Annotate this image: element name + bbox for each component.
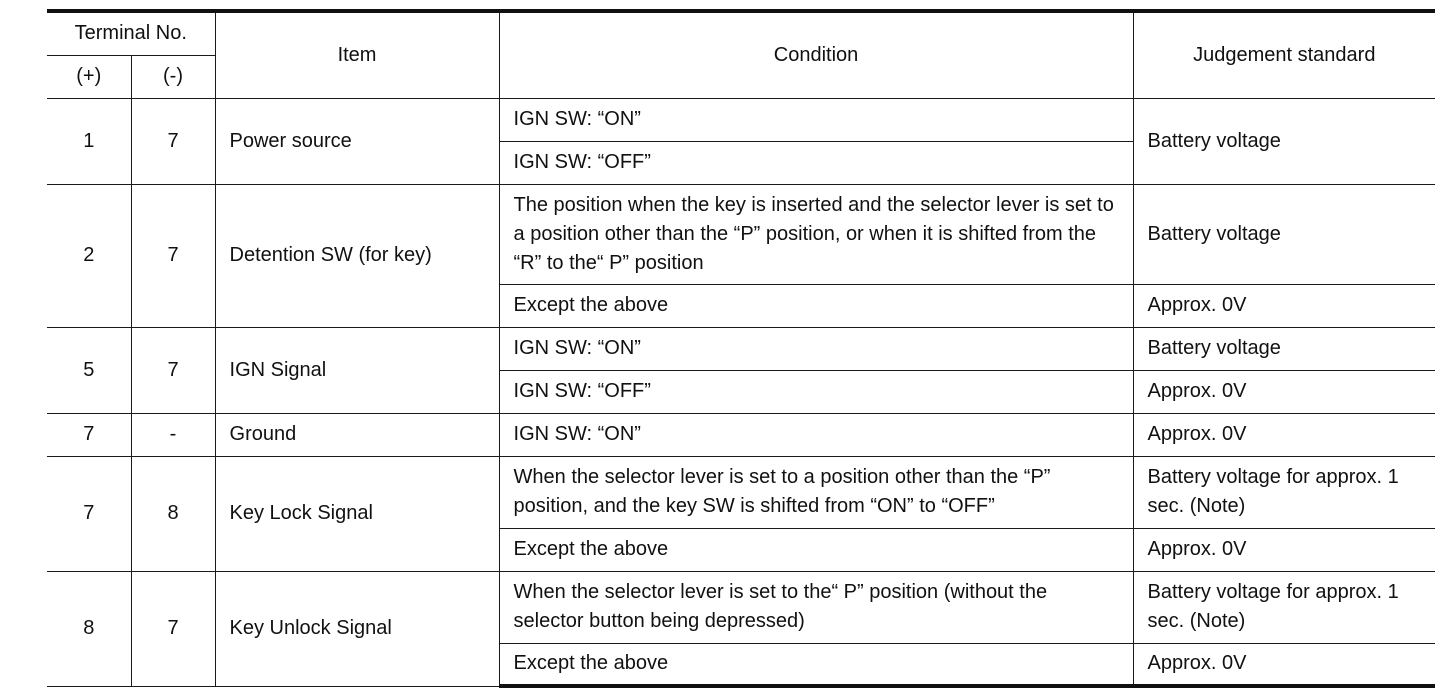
judgement-cell: Battery voltage <box>1133 327 1435 370</box>
condition-cell: IGN SW: “OFF” <box>499 141 1133 184</box>
judgement-cell: Approx. 0V <box>1133 643 1435 686</box>
condition-cell: Except the above <box>499 643 1133 686</box>
judgement-cell: Battery voltage <box>1133 98 1435 184</box>
judgement-cell: Approx. 0V <box>1133 413 1435 456</box>
judgement-cell: Approx. 0V <box>1133 370 1435 413</box>
plus-terminal-cell: 5 <box>47 327 131 413</box>
item-header: Item <box>215 11 499 98</box>
minus-terminal-cell: 7 <box>131 327 215 413</box>
table-row <box>47 413 1435 456</box>
item-cell: Ground <box>215 413 499 456</box>
terminal-no-header: Terminal No. <box>47 11 215 55</box>
judgement-cell: Approx. 0V <box>1133 284 1435 327</box>
judgement-cell: Battery voltage for approx. 1 sec. (Note) <box>1133 571 1435 643</box>
judgement-cell: Battery voltage <box>1133 184 1435 284</box>
plus-terminal-cell: 8 <box>47 571 131 686</box>
judgement-header: Judgement standard <box>1133 11 1435 98</box>
plus-terminal-cell: 7 <box>47 456 131 571</box>
minus-terminal-cell: 8 <box>131 456 215 571</box>
condition-cell: When the selector lever is set to a position other than the “P” position, and the key SW is shifted from “ON” to “OFF” <box>499 456 1133 528</box>
plus-terminal-cell: 7 <box>47 413 131 456</box>
plus-terminal-cell: 1 <box>47 98 131 184</box>
item-cell: Detention SW (for key) <box>215 184 499 327</box>
minus-terminal-cell: 7 <box>131 184 215 327</box>
table-row <box>47 571 1435 643</box>
terminal-spec-table <box>47 9 1435 688</box>
judgement-cell: Approx. 0V <box>1133 528 1435 571</box>
minus-terminal-cell: - <box>131 413 215 456</box>
minus-terminal-cell: 7 <box>131 571 215 686</box>
condition-cell: Except the above <box>499 284 1133 327</box>
minus-terminal-cell: 7 <box>131 98 215 184</box>
condition-cell: Except the above <box>499 528 1133 571</box>
plus-terminal-cell: 2 <box>47 184 131 327</box>
item-cell: Power source <box>215 98 499 184</box>
plus-terminal-header: (+) <box>47 55 131 98</box>
condition-cell: IGN SW: “ON” <box>499 327 1133 370</box>
table-header <box>47 11 1435 98</box>
item-cell: IGN Signal <box>215 327 499 413</box>
condition-cell: The position when the key is inserted and the selector lever is set to a position other than the “P” position, or when it is shifted from the “R” to the“ P” position <box>499 184 1133 284</box>
table-row <box>47 456 1435 528</box>
minus-terminal-header: (-) <box>131 55 215 98</box>
table-row <box>47 327 1435 370</box>
condition-header: Condition <box>499 11 1133 98</box>
condition-cell: When the selector lever is set to the“ P” position (without the selector button being depressed) <box>499 571 1133 643</box>
table-row <box>47 184 1435 284</box>
judgement-cell: Battery voltage for approx. 1 sec. (Note) <box>1133 456 1435 528</box>
condition-cell: IGN SW: “ON” <box>499 98 1133 141</box>
table-row <box>47 98 1435 141</box>
condition-cell: IGN SW: “OFF” <box>499 370 1133 413</box>
condition-cell: IGN SW: “ON” <box>499 413 1133 456</box>
table-body <box>47 98 1435 686</box>
item-cell: Key Lock Signal <box>215 456 499 571</box>
item-cell: Key Unlock Signal <box>215 571 499 686</box>
